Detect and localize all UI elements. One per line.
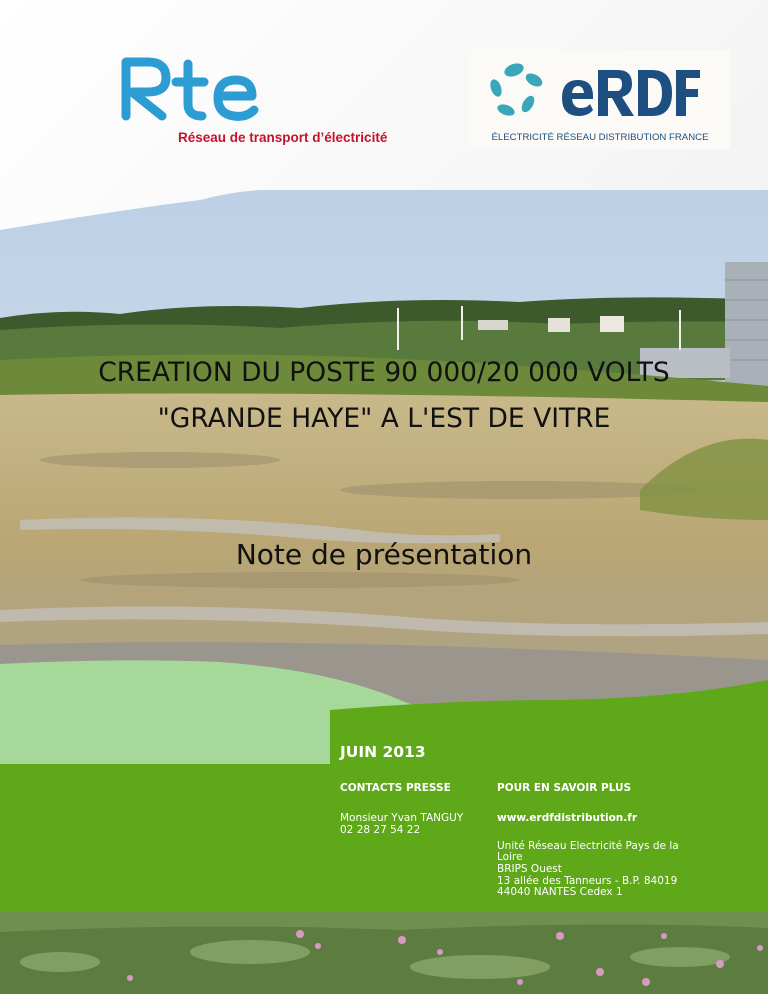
address-line: Unité Réseau Electricité Pays de la (497, 840, 679, 852)
document-subtitle: Note de présentation (235, 538, 533, 571)
document-title-line-1: CREATION DU POSTE 90 000/20 000 VOLTS (98, 357, 670, 388)
document-title-line-2: "GRANDE HAYE" A L'EST DE VITRE (157, 403, 611, 434)
contact-phone: 02 28 27 54 22 (340, 824, 421, 836)
erdf-wordmark (560, 66, 700, 128)
erdf-symbol-icon (484, 58, 548, 120)
contact-name: Monsieur Yvan TANGUY (340, 812, 464, 824)
address-line: Loire (497, 851, 523, 863)
contacts-heading: CONTACTS PRESSE (340, 782, 451, 794)
rte-wordmark-icon (118, 52, 263, 122)
more-info-heading: POUR EN SAVOIR PLUS (497, 782, 632, 794)
address-line: 44040 NANTES Cedex 1 (497, 886, 623, 898)
website-link[interactable]: www.erdfdistribution.fr (497, 812, 637, 824)
rte-logo (118, 52, 418, 152)
rte-tagline: Réseau de transport d’électricité (178, 130, 388, 145)
publication-date: JUIN 2013 (340, 743, 426, 761)
erdf-logo (470, 50, 730, 149)
address-line: 13 allée des Tanneurs - B.P. 84019 (497, 875, 678, 887)
erdf-wordmark-icon (560, 66, 700, 118)
meadow-photo-strip (0, 912, 768, 994)
erdf-tagline: ÉLECTRICITÉ RÉSEAU DISTRIBUTION FRANCE (491, 132, 709, 143)
address-line: BRIPS Ouest (497, 863, 562, 875)
